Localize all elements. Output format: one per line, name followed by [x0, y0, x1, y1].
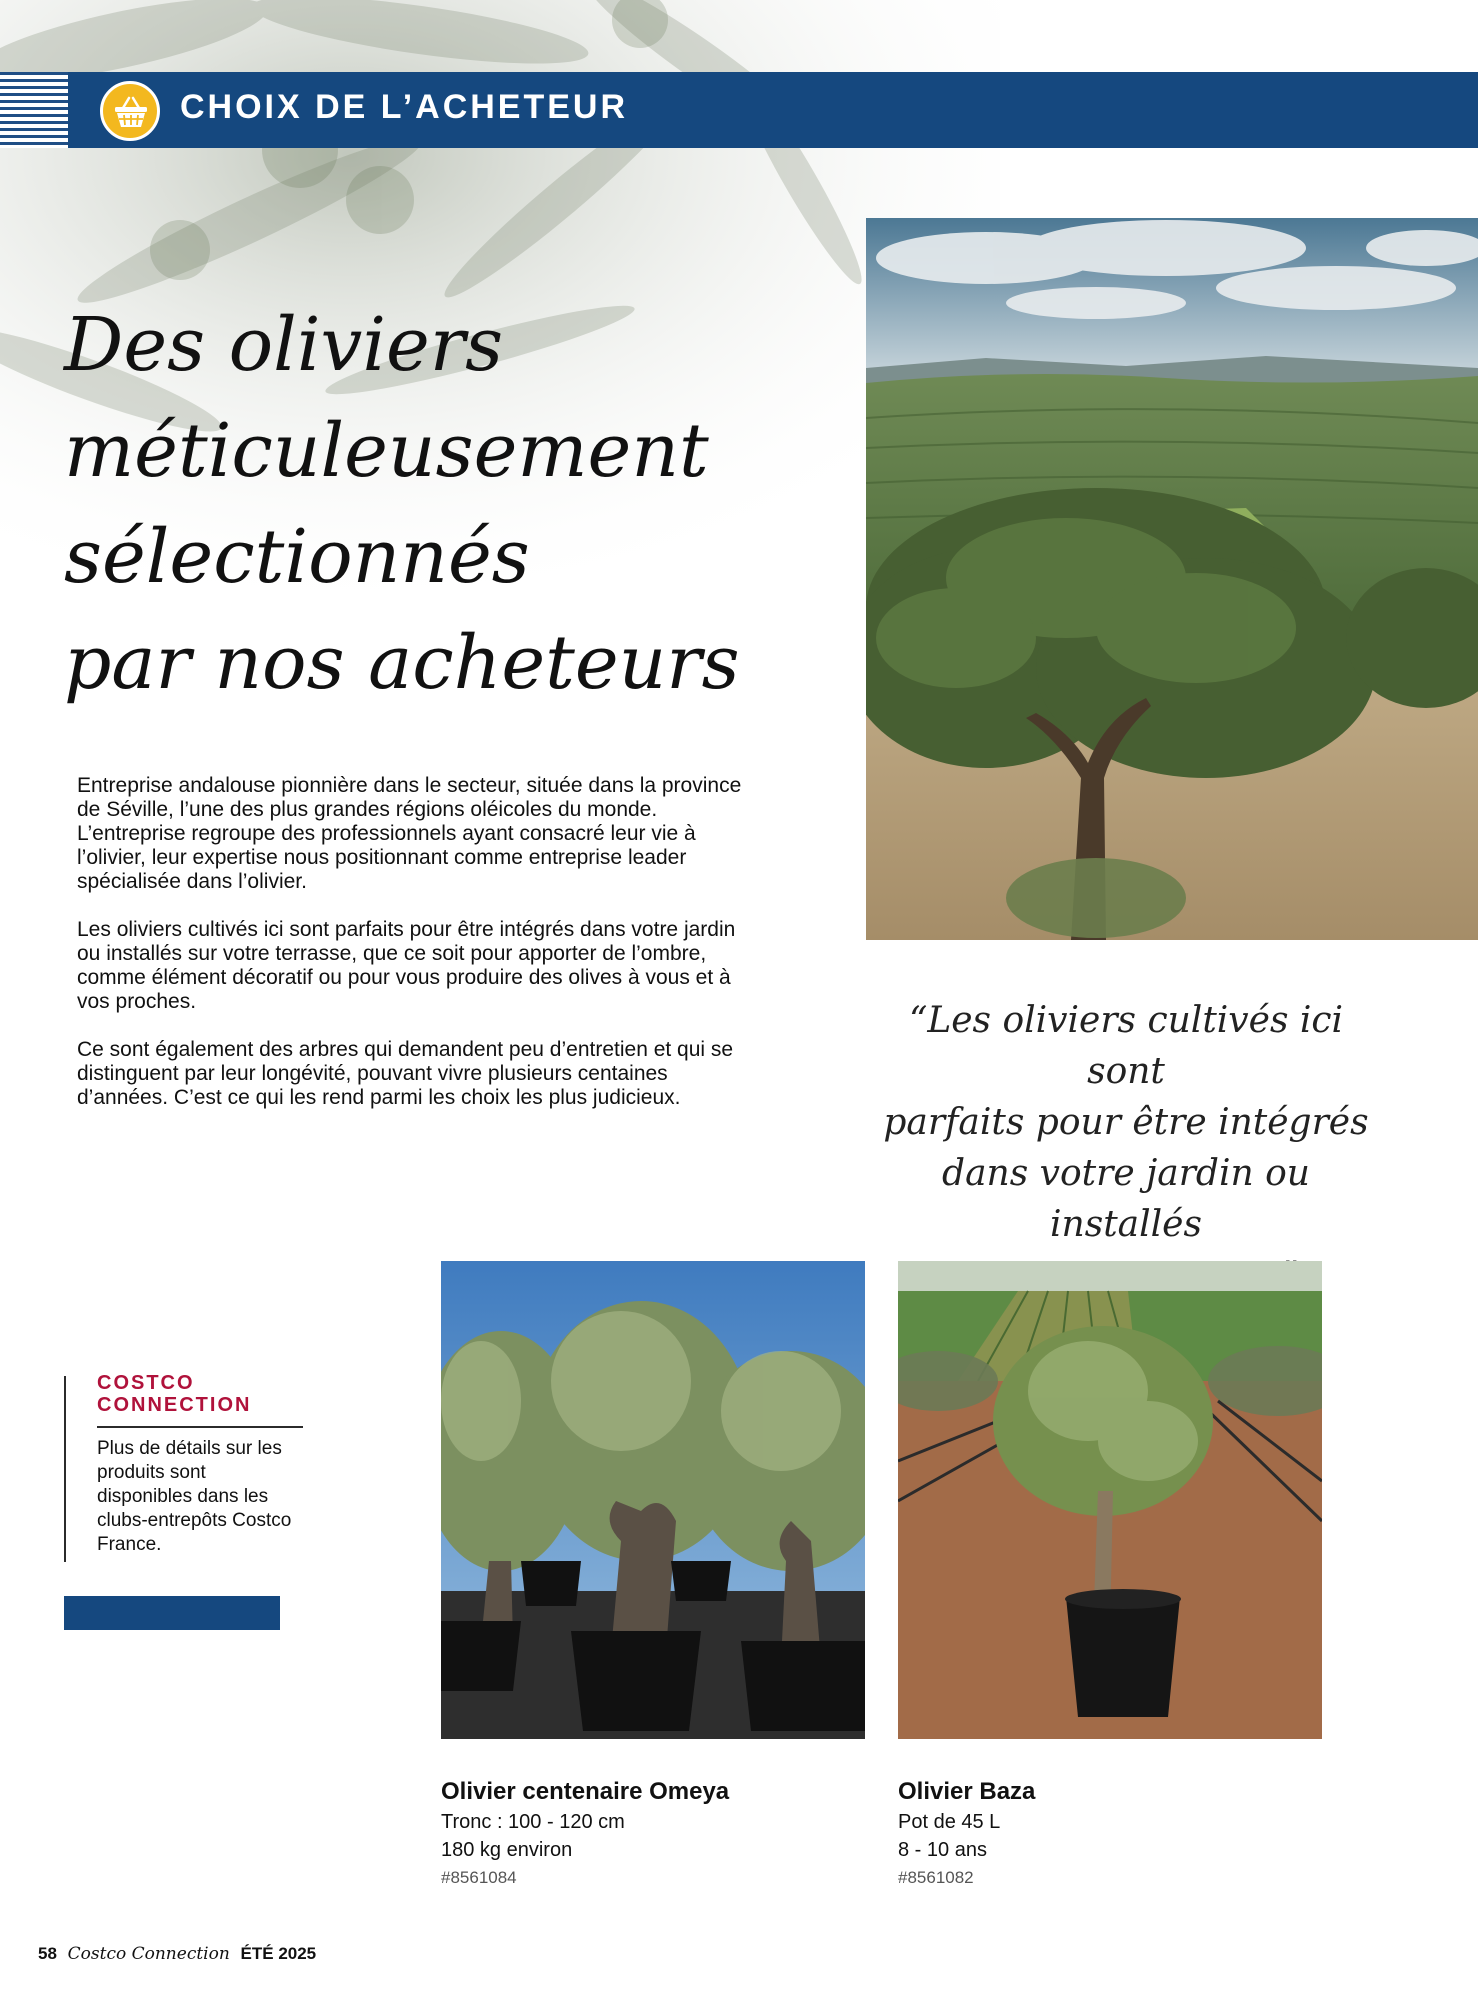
- header-stripes: [0, 72, 68, 148]
- product-detail: Pot de 45 L: [898, 1811, 1001, 1833]
- article-paragraph: Les oliviers cultivés ici sont parfaits pour être intégrés dans votre jardin ou installés sur votre terrasse, que ce soit pour apporter de l’ombre, comme élément décoratif ou pour vous produire des olives à vous et à vos proches.: [77, 918, 736, 1013]
- product-photo-omeya: [441, 1261, 865, 1739]
- headline-line: par nos acheteurs: [64, 620, 740, 706]
- connection-text: Plus de détails sur les produits sont disponibles dans les clubs-entrepôts Costco France.: [97, 1438, 292, 1555]
- article-paragraph: Entreprise andalouse pionnière dans le secteur, située dans la province de Séville, l’une des plus grandes régions oléicoles du monde. L’entreprise regroupe des professionnels ayant consacré leur vie à l’olivier, leur expertise nous positionnant comme entreprise leader spécialisée dans l’olivier.: [77, 774, 742, 893]
- blue-accent-bar: [64, 1596, 280, 1630]
- connection-divider: [97, 1426, 303, 1428]
- section-title: CHOIX DE L’ACHETEUR: [180, 88, 629, 126]
- page-headline: [64, 292, 740, 716]
- pull-quote: [866, 995, 1386, 1301]
- article-body: [77, 774, 757, 1134]
- shopping-basket-icon: [114, 96, 148, 128]
- quote-line: “Les oliviers cultivés ici sont: [908, 1000, 1344, 1092]
- product-photo-baza: [898, 1261, 1322, 1739]
- product-name: Olivier centenaire Omeya: [441, 1778, 730, 1805]
- magazine-name: Costco Connection: [67, 1944, 230, 1964]
- product-name: Olivier Baza: [898, 1778, 1036, 1805]
- headline-line: Des oliviers: [64, 302, 504, 388]
- product-reference: #8561084: [441, 1868, 517, 1887]
- connection-heading-line: COSTCO: [97, 1372, 195, 1394]
- quote-line: dans votre jardin ou installés: [942, 1153, 1310, 1245]
- connection-heading: [97, 1372, 297, 1416]
- product-detail: 180 kg environ: [441, 1839, 573, 1861]
- issue-season: ÉTÉ 2025: [240, 1944, 317, 1963]
- quote-line: parfaits pour être intégrés: [883, 1102, 1369, 1143]
- product-detail: Tronc : 100 - 120 cm: [441, 1811, 625, 1833]
- headline-line: méticuleusement: [64, 408, 709, 494]
- page-footer: [38, 1944, 316, 1964]
- product-detail: 8 - 10 ans: [898, 1839, 987, 1861]
- page-number: 58: [38, 1944, 57, 1963]
- olive-grove-landscape-photo: [866, 218, 1478, 940]
- connection-heading-line: CONNECTION: [97, 1394, 252, 1416]
- sidebar-rule: [64, 1376, 66, 1562]
- product-reference: #8561082: [898, 1868, 974, 1887]
- buyer-choice-badge: [100, 81, 160, 141]
- article-paragraph: Ce sont également des arbres qui demandent peu d’entretien et qui se distinguent par leur longévité, pouvant vivre plusieurs centaines d’années. C’est ce qui les rend parmi les choix les plus judicieux.: [77, 1038, 734, 1109]
- headline-line: sélectionnés: [64, 514, 530, 600]
